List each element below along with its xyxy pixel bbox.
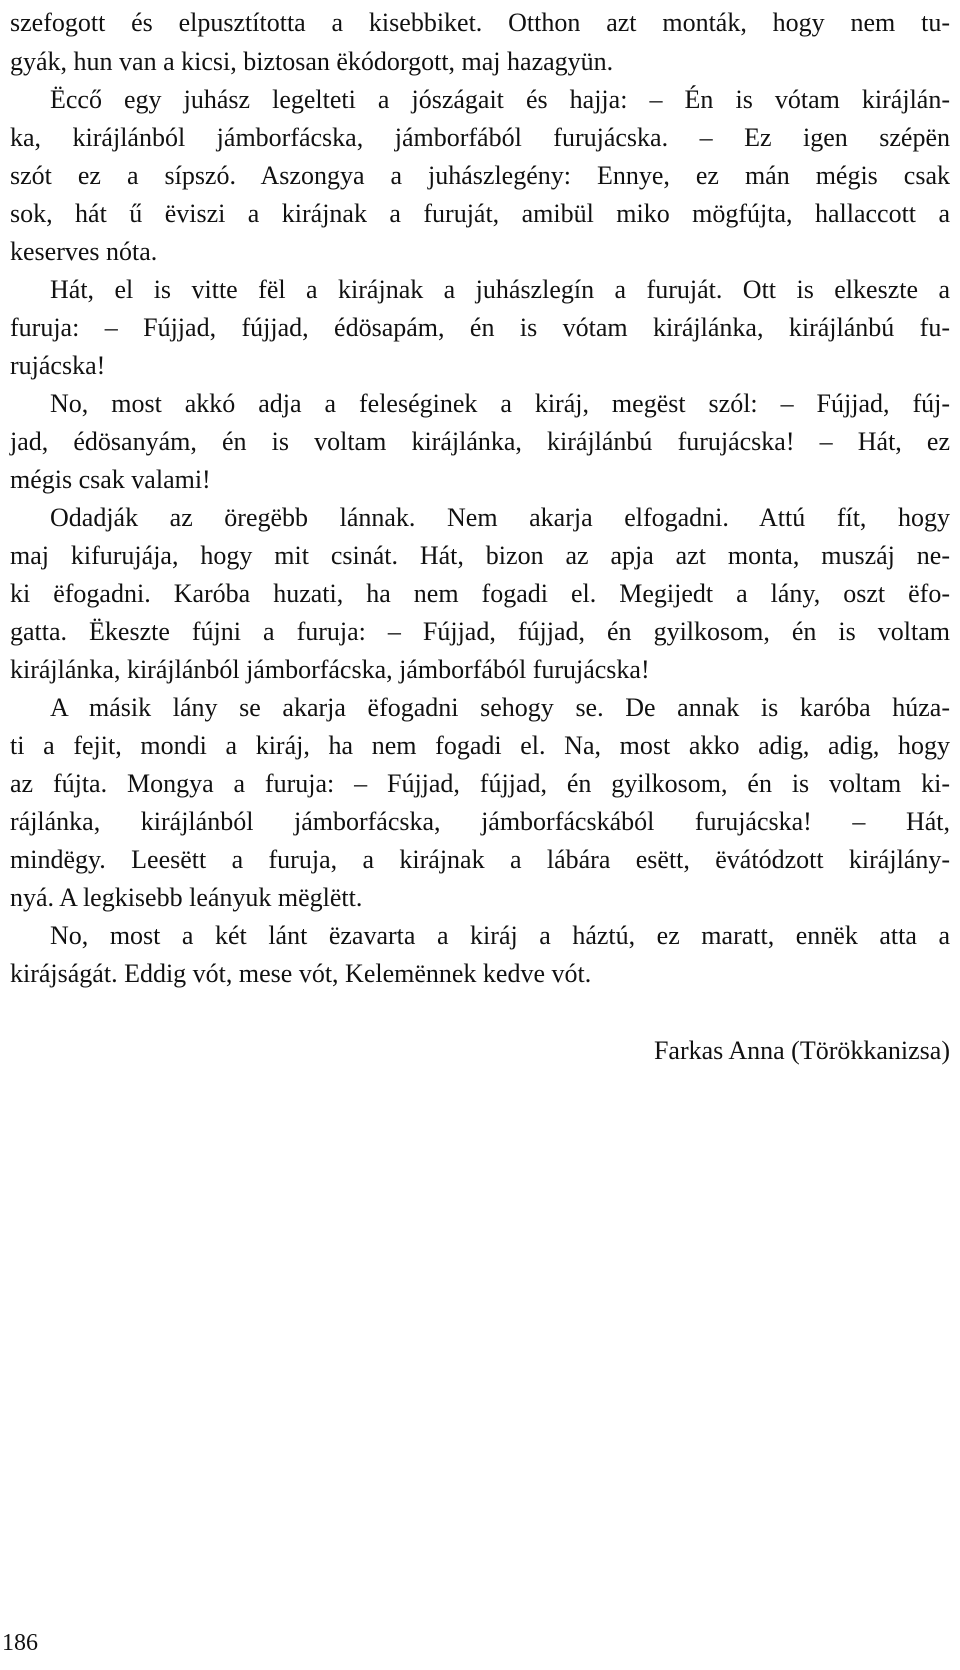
text-line: ti a fejit, mondi a kiráj, ha nem fogadi el. Na, most akko adig, adig, hogy: [10, 731, 950, 760]
text-line: Ëccő egy juhász legelteti a jószágait és hajja: – Én is vótam kirájlán-: [50, 85, 950, 114]
text-line: kirájságát. Eddig vót, mese vót, Kelemënnek kedve vót.: [10, 959, 592, 988]
text-line: A másik lány se akarja ëfogadni sehogy se. De annak is karóba húza-: [50, 693, 950, 722]
text-line: gyák, hun van a kicsi, biztosan ëkódorgott, maj hazagyün.: [10, 47, 614, 76]
text-line: nyá. A legkisebb leányuk mëglëtt.: [10, 883, 363, 912]
text-line: szót ez a sípszó. Aszongya a juhászlegény: Ennye, ez mán mégis csak: [10, 161, 950, 190]
text-line: jad, édösanyám, én is voltam kirájlánka, kirájlánbú furujácska! – Hát, ez: [10, 427, 950, 456]
text-line: No, most a két lánt ëzavarta a kiráj a háztú, ez maratt, ennëk atta a: [50, 921, 950, 950]
text-line: keserves nóta.: [10, 237, 158, 266]
text-line: ka, kirájlánból jámborfácska, jámborfából furujácska. – Ez igen szépën: [10, 123, 950, 152]
page-number: 186: [2, 1630, 38, 1656]
text-line: mégis csak valami!: [10, 465, 211, 494]
text-line: rájlánka, kirájlánból jámborfácska, jámborfácskából furujácska! – Hát,: [10, 807, 950, 836]
text-line: ki ëfogadni. Karóba huzati, ha nem fogadi el. Megijedt a lány, oszt ëfo-: [10, 579, 950, 608]
text-line: szefogott és elpusztította a kisebbiket. Otthon azt monták, hogy nem tu-: [10, 8, 950, 37]
text-line: furuja: – Fújjad, fújjad, édösapám, én is vótam kirájlánka, kirájlánbú fu-: [10, 313, 950, 342]
text-line: mindëgy. Leesëtt a furuja, a kirájnak a lábára esëtt, ëvátódzott kirájlány-: [10, 845, 950, 874]
text-line: maj kifurujája, hogy mit csinát. Hát, bizon az apja azt monta, muszáj ne-: [10, 541, 950, 570]
text-line: rujácska!: [10, 351, 106, 380]
text-line: Odadják az öregëbb lánnak. Nem akarja elfogadni. Attú fít, hogy: [50, 503, 950, 532]
text-line: No, most akkó adja a feleséginek a kiráj, megëst szól: – Fújjad, fúj-: [50, 389, 950, 418]
text-line: az fújta. Mongya a furuja: – Fújjad, fújjad, én gyilkosom, én is voltam ki-: [10, 769, 950, 798]
text-line: sok, hát ű ëviszi a kirájnak a furuját, amibül miko mögfújta, hallaccott a: [10, 199, 950, 228]
author-signature: Farkas Anna (Törökkanizsa): [653, 1036, 950, 1065]
text-line: Hát, el is vitte fël a kirájnak a juhászlegín a furuját. Ott is elkeszte a: [50, 275, 950, 304]
text-line: kirájlánka, kirájlánból jámborfácska, jámborfából furujácska!: [10, 655, 650, 684]
text-line: gatta. Ëkeszte fújni a furuja: – Fújjad, fújjad, én gyilkosom, én is voltam: [10, 617, 950, 646]
